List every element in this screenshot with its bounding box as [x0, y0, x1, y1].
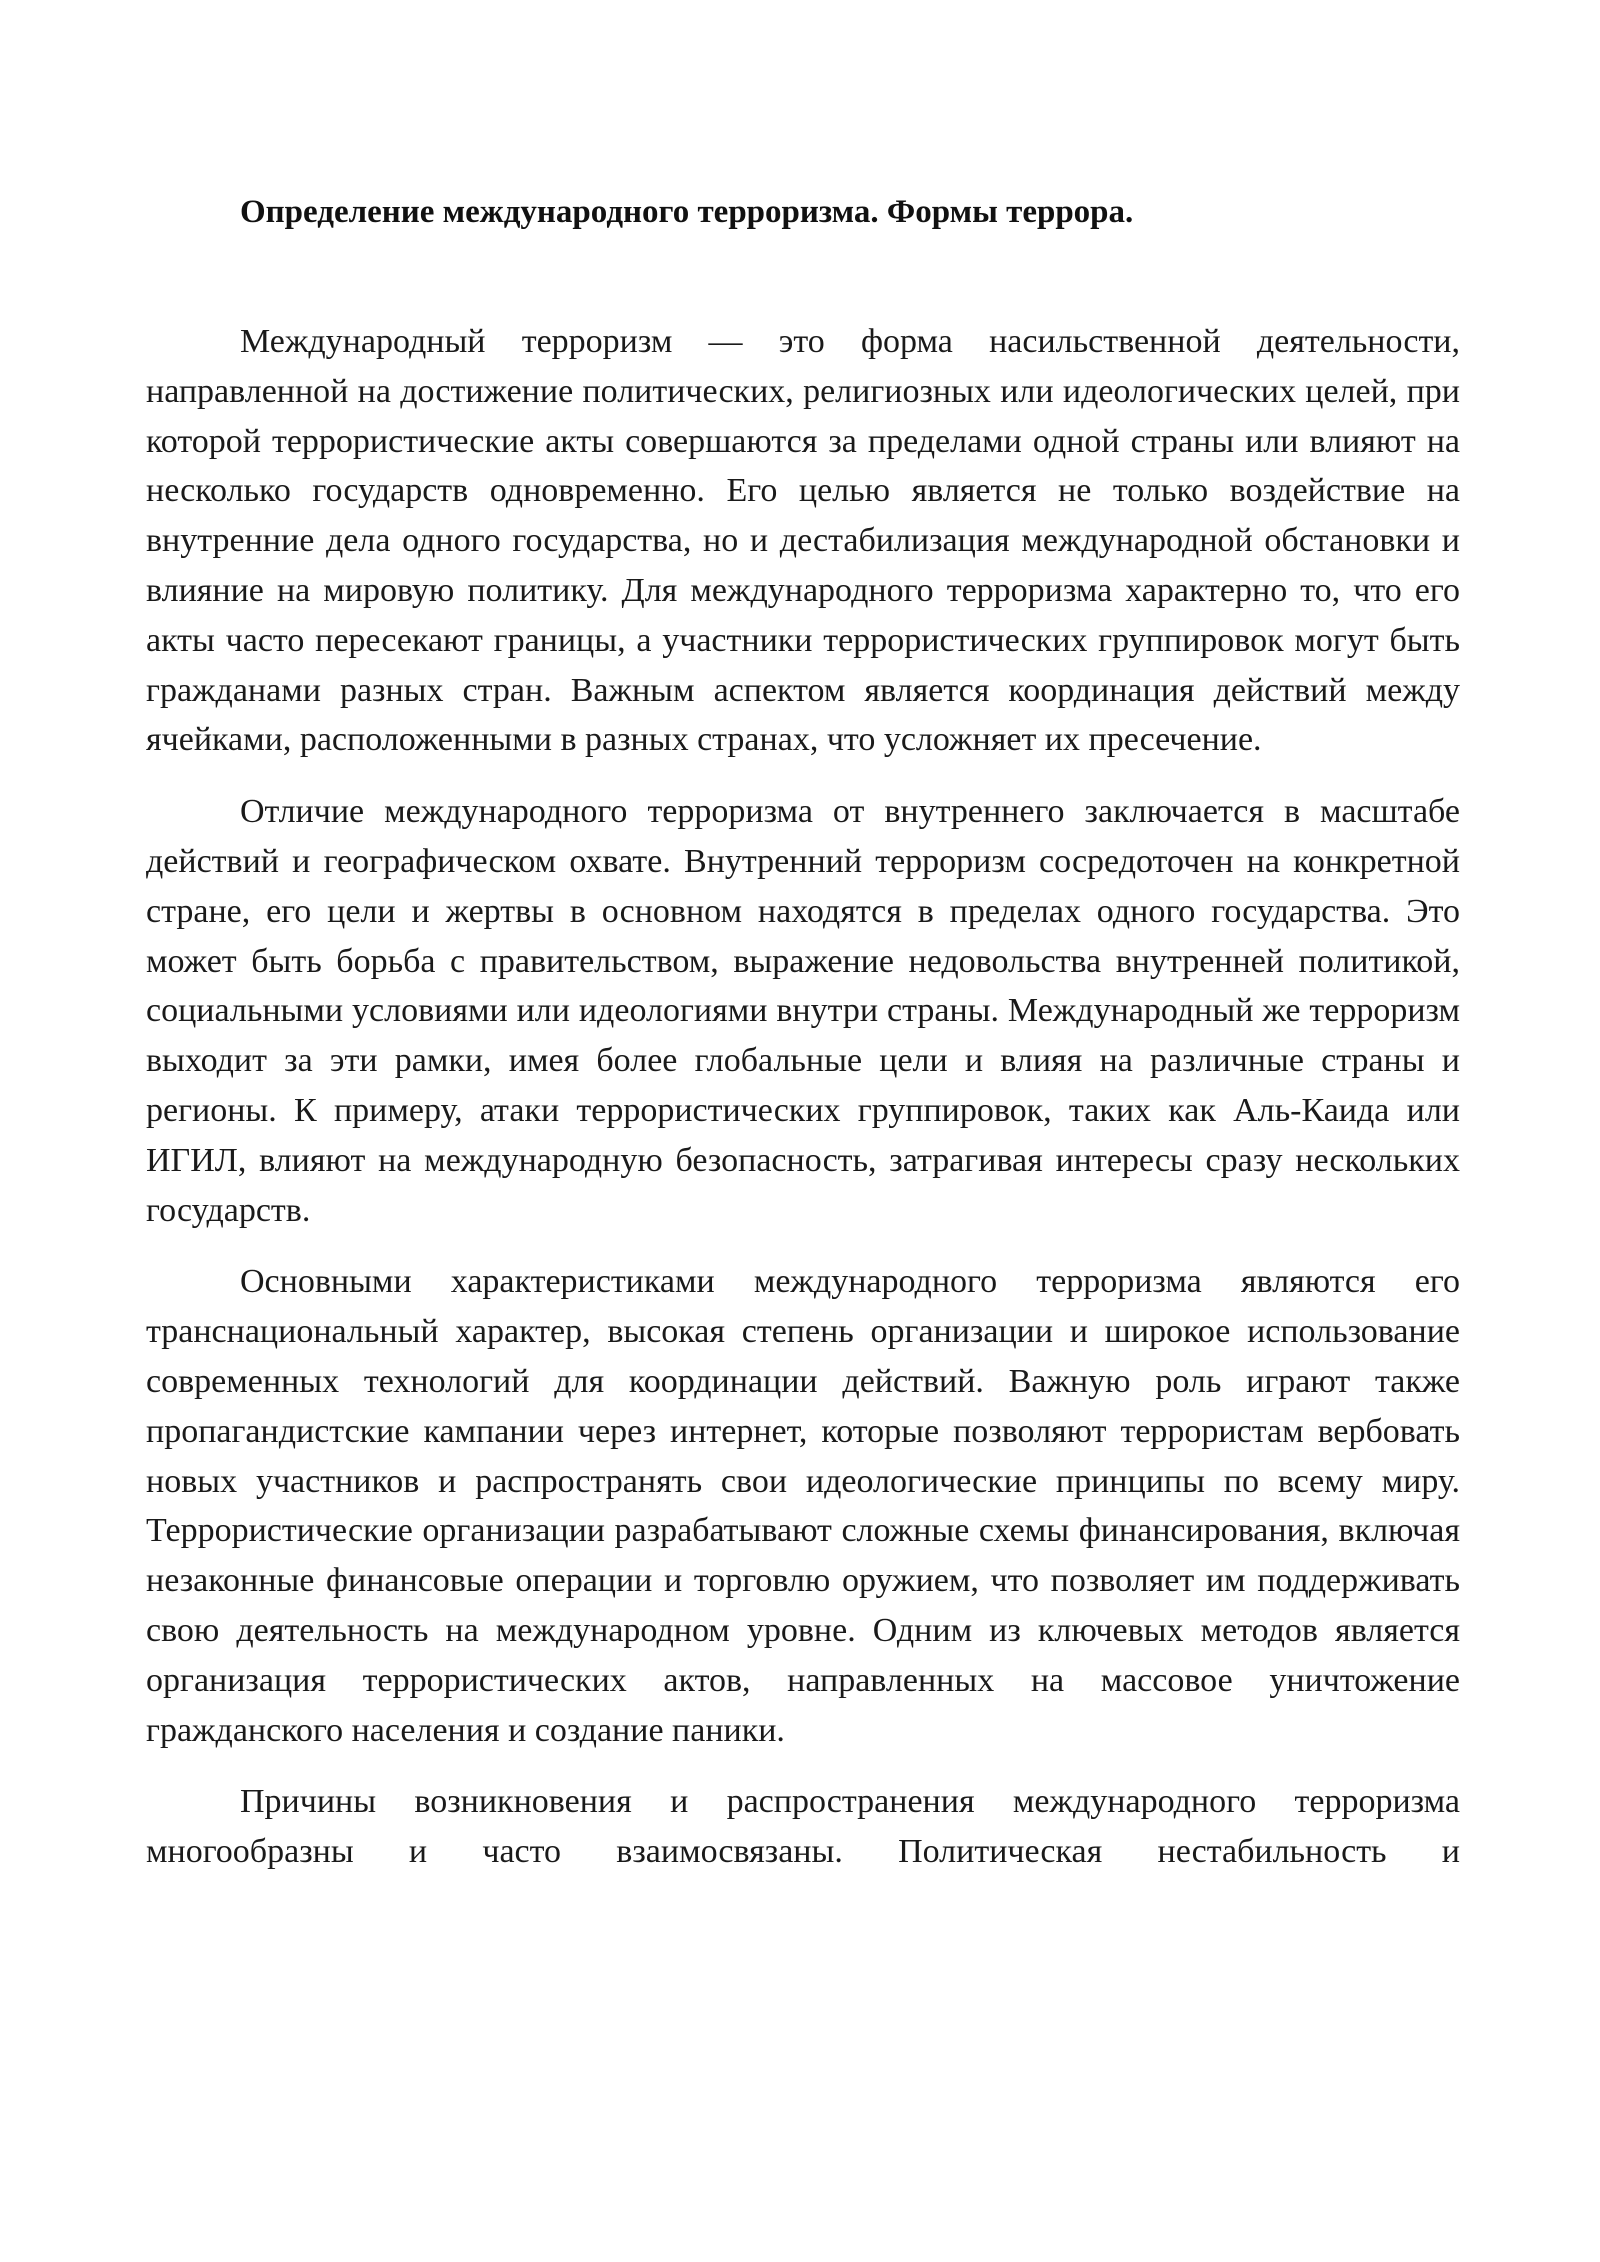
paragraph-causes: Причины возникновения и распространения международного терроризма многообразны и часто взаимосвязаны. Политическая нестабильность и	[146, 1783, 1460, 1871]
document-body	[146, 186, 1460, 1877]
paragraph-characteristics: Основными характеристиками международного терроризма являются его транснациональный характер, высокая степень организации и широкое использование современных технологий для координации действий. Важную роль играют также пропагандистские кампании через интернет, которые позволяют террористам вербовать новых участников и распространять свои идеологические принципы по всему миру. Террористические организации разрабатывают сложные схемы финансирования, включая незаконные финансовые операции и торговлю оружием, что позволяет им поддерживать свою деятельность на международном уровне. Одним из ключевых методов является организация террористических актов, направленных на массовое уничтожение гражданского населения и создание паники.	[146, 1263, 1460, 1749]
paragraph-difference: Отличие международного терроризма от внутреннего заключается в масштабе действий и географическом охвате. Внутренний терроризм сосредоточен на конкретной стране, его цели и жертвы в основном находятся в пределах одного государства. Это может быть борьба с правительством, выражение недовольства внутренней политикой, социальными условиями или идеологиями внутри страны. Международный же терроризм выходит за эти рамки, имея более глобальные цели и влияя на различные страны и регионы. К примеру, атаки террористических группировок, таких как Аль-Каида или ИГИЛ, влияют на международную безопасность, затрагивая интересы сразу нескольких государств.	[146, 793, 1460, 1229]
page-title: Определение международного терроризма. Формы террора.	[240, 194, 1134, 230]
paragraph-definition: Международный терроризм — это форма насильственной деятельности, направленной на достижение политических, религиозных или идеологических целей, при которой террористические акты совершаются за пределами одной страны или влияют на несколько государств одновременно. Его целью является не только воздействие на внутренние дела одного государства, но и дестабилизация международной обстановки и влияние на мировую политику. Для международного терроризма характерно то, что его акты часто пересекают границы, а участники террористических группировок могут быть гражданами разных стран. Важным аспектом является координация действий между ячейками, расположенными в разных странах, что усложняет их пресечение.	[146, 323, 1460, 759]
